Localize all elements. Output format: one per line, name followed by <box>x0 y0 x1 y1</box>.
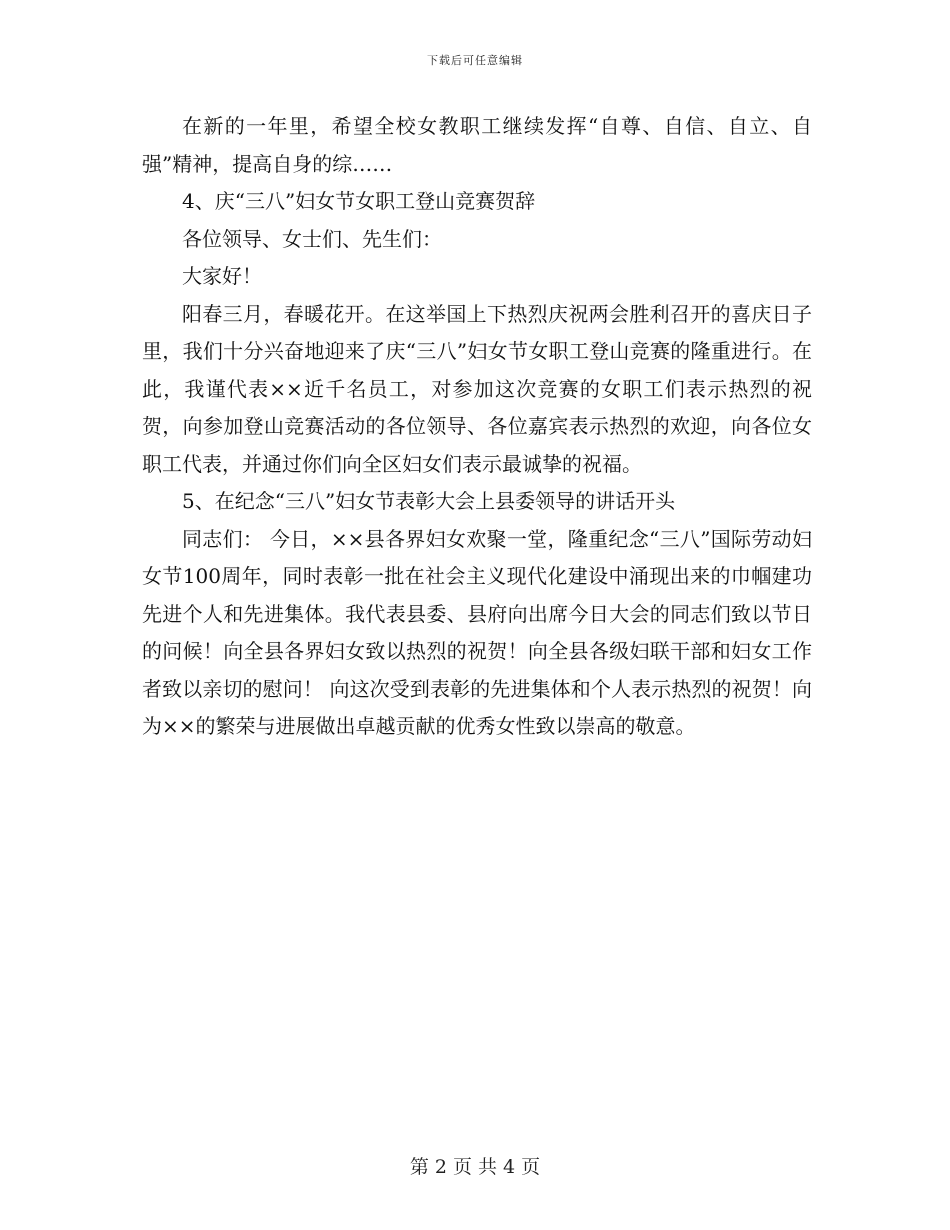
section-heading-4: 4、庆“三八”妇女节女职工登山竞赛贺辞 <box>182 189 536 213</box>
paragraph-closing-wish: 在新的一年里，希望全校女教职工继续发挥“自尊、自信、自立、自强”精神，提高自身的综…… <box>142 114 812 176</box>
paragraph-congratulation: 阳春三月，春暖花开。在这举国上下热烈庆祝两会胜利召开的喜庆日子里，我们十分兴奋地迎来了庆“三八”妇女节女职工登山竞赛的隆重进行。在此，我谨代表××近千名员工，对参加这次竞赛的女职工们表示热烈的祝贺，向参加登山竞赛活动的各位领导、各位嘉宾表示热烈的欢迎，向各位女职工代表，并通过你们向全区妇女们表示最诚挚的祝福。 <box>142 301 812 476</box>
document-body <box>142 108 812 746</box>
page-header: 下载后可任意编辑 <box>427 54 523 67</box>
greeting: 大家好！ <box>182 264 262 288</box>
paragraph-speech-opening: 同志们： 今日，××县各界妇女欢聚一堂，隆重纪念“三八”国际劳动妇女节100周年，同时表彰一批在社会主义现代化建设中涌现出来的巾帼建功先进个人和先进集体。我代表县委、县府向出席今日大会的同志们致以节日的问候！向全县各界妇女致以热烈的祝贺！向全县各级妇联干部和妇女工作者致以亲切的慰问！ 向这次受到表彰的先进集体和个人表示热烈的祝贺！向为××的繁荣与进展做出卓越贡献的优秀女性致以崇高的敬意。 <box>142 526 812 738</box>
section-heading-5: 5、在纪念“三八”妇女节表彰大会上县委领导的讲话开头 <box>182 489 676 513</box>
page-number: 第 2 页 共 4 页 <box>409 1156 541 1178</box>
salutation: 各位领导、女士们、先生们： <box>182 226 442 251</box>
